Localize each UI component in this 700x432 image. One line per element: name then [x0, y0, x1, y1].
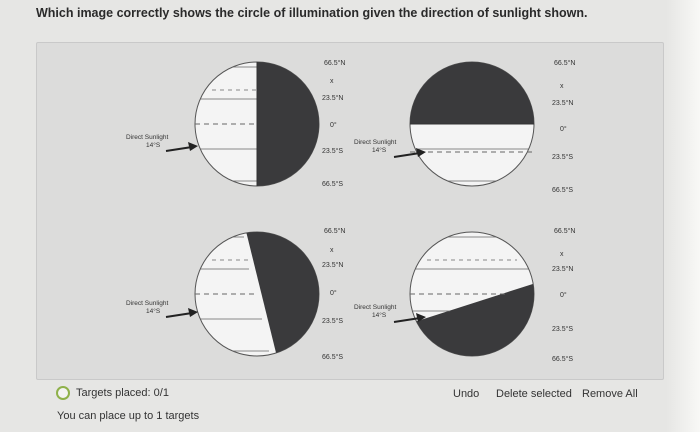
radio-icon	[56, 386, 70, 400]
lat-eq: 0°	[330, 122, 337, 129]
lat-23n: 23.5°N	[322, 262, 344, 269]
lat-66s: 66.5°S	[322, 181, 344, 188]
lat-23s: 23.5°S	[552, 154, 574, 161]
lat-66n: 66.5°N	[324, 228, 346, 235]
lat-66n: 66.5°N	[554, 228, 576, 235]
lat-66s: 66.5°S	[322, 354, 344, 361]
marker-x: x	[560, 251, 564, 258]
undo-button[interactable]: Undo	[453, 388, 480, 400]
lat-66s: 66.5°S	[552, 356, 574, 363]
sunlight-label-1: Direct Sunlight	[126, 300, 169, 307]
sunlight-label-2: 14°S	[146, 142, 161, 149]
answer-area[interactable]	[36, 42, 664, 380]
night-side	[257, 49, 337, 199]
delete-selected-button[interactable]: Delete selected	[496, 388, 572, 400]
sunlight-label-1: Direct Sunlight	[126, 134, 169, 141]
targets-status	[56, 386, 169, 400]
option-b[interactable]	[332, 49, 612, 199]
marker-x: x	[560, 83, 564, 90]
screen-glare	[666, 0, 700, 432]
lat-23n: 23.5°N	[552, 100, 574, 107]
night-side	[402, 49, 542, 124]
question-text: Which image correctly shows the circle of illumination given the direction of sunlight shown.	[36, 6, 588, 20]
lat-23n: 23.5°N	[322, 95, 344, 102]
lat-23s: 23.5°S	[322, 318, 344, 325]
option-a[interactable]	[112, 49, 346, 199]
arrow-icon	[188, 142, 198, 151]
lat-23s: 23.5°S	[322, 148, 344, 155]
option-c[interactable]	[112, 219, 346, 369]
marker-x: x	[330, 247, 334, 254]
option-d[interactable]	[332, 219, 612, 369]
lat-eq: 0°	[560, 292, 567, 299]
lat-23s: 23.5°S	[552, 326, 574, 333]
lat-66n: 66.5°N	[554, 60, 576, 67]
targets-limit-text: You can place up to 1 targets	[57, 410, 200, 422]
sunlight-label-2: 14°S	[146, 308, 161, 315]
sunlight-label-1: Direct Sunlight	[354, 139, 397, 146]
lat-eq: 0°	[330, 290, 337, 297]
remove-all-button[interactable]: Remove All	[582, 388, 638, 400]
lat-23n: 23.5°N	[552, 266, 574, 273]
sunlight-label-2: 14°S	[372, 147, 387, 154]
targets-placed-text: Targets placed: 0/1	[76, 387, 169, 399]
lat-eq: 0°	[560, 126, 567, 133]
marker-x: x	[330, 78, 334, 85]
sunlight-label-1: Direct Sunlight	[354, 304, 397, 311]
lat-66s: 66.5°S	[552, 187, 574, 194]
sunlight-label-2: 14°S	[372, 312, 387, 319]
lat-66n: 66.5°N	[324, 60, 346, 67]
